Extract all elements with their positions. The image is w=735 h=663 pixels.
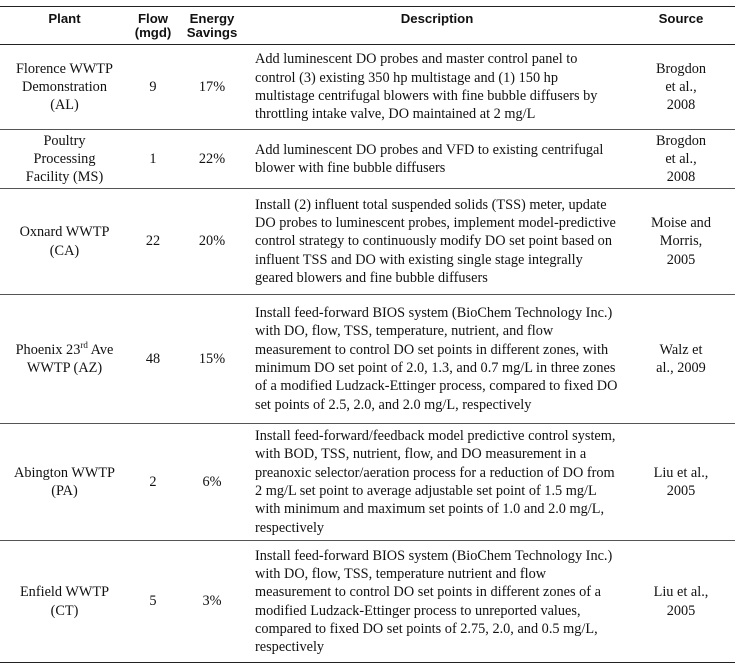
source-text: Liu et al., [653,464,709,481]
savings-cell: 3% [177,541,247,663]
plant-state: Facility (MS) [25,169,104,186]
header-plant: Plant [0,7,129,45]
table-row [0,45,735,130]
plant-cell [0,130,129,189]
table-row [0,541,735,663]
source-year: 2005 [666,251,696,268]
table-row [0,130,735,189]
plant-name [4,341,125,359]
header-energy-savings [177,7,247,45]
flow-cell: 1 [129,130,177,189]
source-cell [627,541,735,663]
savings-cell: 17% [177,45,247,130]
header-savings-label: Savings [186,25,238,40]
source-text: et al., [665,150,697,167]
plant-state: WWTP (AZ) [26,360,103,376]
savings-cell: 20% [177,189,247,295]
source-text: Morris, [659,233,703,250]
description-cell: Add luminescent DO probes and master control panel to control (3) existing 350 hp multistage and (1) 150 hp multistage centrifugal blowers with fine bubble diffusers by throttling intake valve, DO maintained at 2 mg/L [247,45,627,130]
header-energy-label: Energy [189,11,235,26]
plant-name: Poultry [43,132,86,149]
plant-cell [0,541,129,663]
source-text: Moise and [651,215,711,232]
source-cell [627,295,735,424]
plant-name: Oxnard WWTP [19,224,110,241]
plant-state: (CA) [49,242,80,259]
source-year: 2005 [666,483,696,499]
source-year: 2005 [666,602,696,619]
source-cell [627,189,735,295]
flow-cell: 48 [129,295,177,424]
plant-name: Processing [33,150,96,167]
plant-state: (CT) [50,602,79,619]
source-text: Liu et al., [653,584,709,601]
description-cell: Install feed-forward BIOS system (BioChem Technology Inc.) with DO, flow, TSS, temperature, nutrient, and flow measurement to control DO set points in different zones, with minimum DO set point of 2.0, 1.3, and 0.7 mg/L in three zones of a modified Ludzack-Ettinger process, compared to fixed DO set points of 2.5, 2.0, and 2.0 mg/L, respectively [247,295,627,424]
flow-cell: 2 [129,424,177,541]
source-cell [627,424,735,541]
plant-cell [0,189,129,295]
source-year: 2008 [666,97,696,114]
header-description: Description [247,7,627,45]
description-cell: Install feed-forward BIOS system (BioChem Technology Inc.) with DO, flow, TSS, temperature nutrient and flow measurement to control DO set points in different zones of a modified Ludzack-Ettinger process to unreported values, compared to fixed DO set points of 2.75, 2.0, and 0.5 mg/L, respectively [247,541,627,663]
source-text: et al., [665,78,697,95]
source-year: 2008 [666,169,696,186]
flow-cell: 22 [129,189,177,295]
header-flow-label: Flow [137,11,169,26]
savings-cell: 15% [177,295,247,424]
table-row [0,424,735,541]
flow-cell: 5 [129,541,177,663]
description-cell: Add luminescent DO probes and VFD to existing centrifugal blower with fine bubble diffusers [247,130,627,189]
plant-state: (AL) [50,97,79,114]
table-row [0,189,735,295]
savings-cell: 22% [177,130,247,189]
source-text: Brogdon [655,132,707,149]
source-text: Brogdon [655,60,707,77]
savings-cell: 6% [177,424,247,541]
plant-cell [0,424,129,541]
plant-cell [0,45,129,130]
header-flow-unit: (mgd) [134,25,172,40]
table-row [0,295,735,424]
flow-cell: 9 [129,45,177,130]
source-cell [627,130,735,189]
header-row [0,7,735,45]
description-cell: Install (2) influent total suspended solids (TSS) meter, update DO probes to luminescent probes, implement model-predictive control strategy to continuously modify DO set point based on influent TSS and DO with existing single stage integrally geared blowers and fine bubble diffusers [247,189,627,295]
plant-name-part: Phoenix 23 [15,341,81,358]
description-cell: Install feed-forward/feedback model predictive control system, with BOD, TSS, nutrient, flow, and DO measurement in a preanoxic selector/aeration process for a reduction of DO from 2 mg/L set point to average adjustable set point of 1.5 mg/L with minimum and maximum set points of 1.0 and 2.0 mg/L, respectively [247,424,627,541]
source-text: Walz et [659,341,703,358]
header-flow [129,7,177,45]
plant-name: Demonstration [22,78,107,95]
energy-savings-table [0,6,735,663]
plant-name: Florence WWTP [15,60,113,77]
ordinal-suffix: rd [80,339,88,350]
plant-name: Abington WWTP [14,464,115,481]
plant-state: (PA) [51,483,78,499]
source-cell [627,45,735,130]
plant-name: Enfield WWTP [19,584,110,601]
source-year: al., 2009 [656,360,706,376]
header-source: Source [627,7,735,45]
plant-name-part: Ave [87,341,114,358]
plant-cell [0,295,129,424]
